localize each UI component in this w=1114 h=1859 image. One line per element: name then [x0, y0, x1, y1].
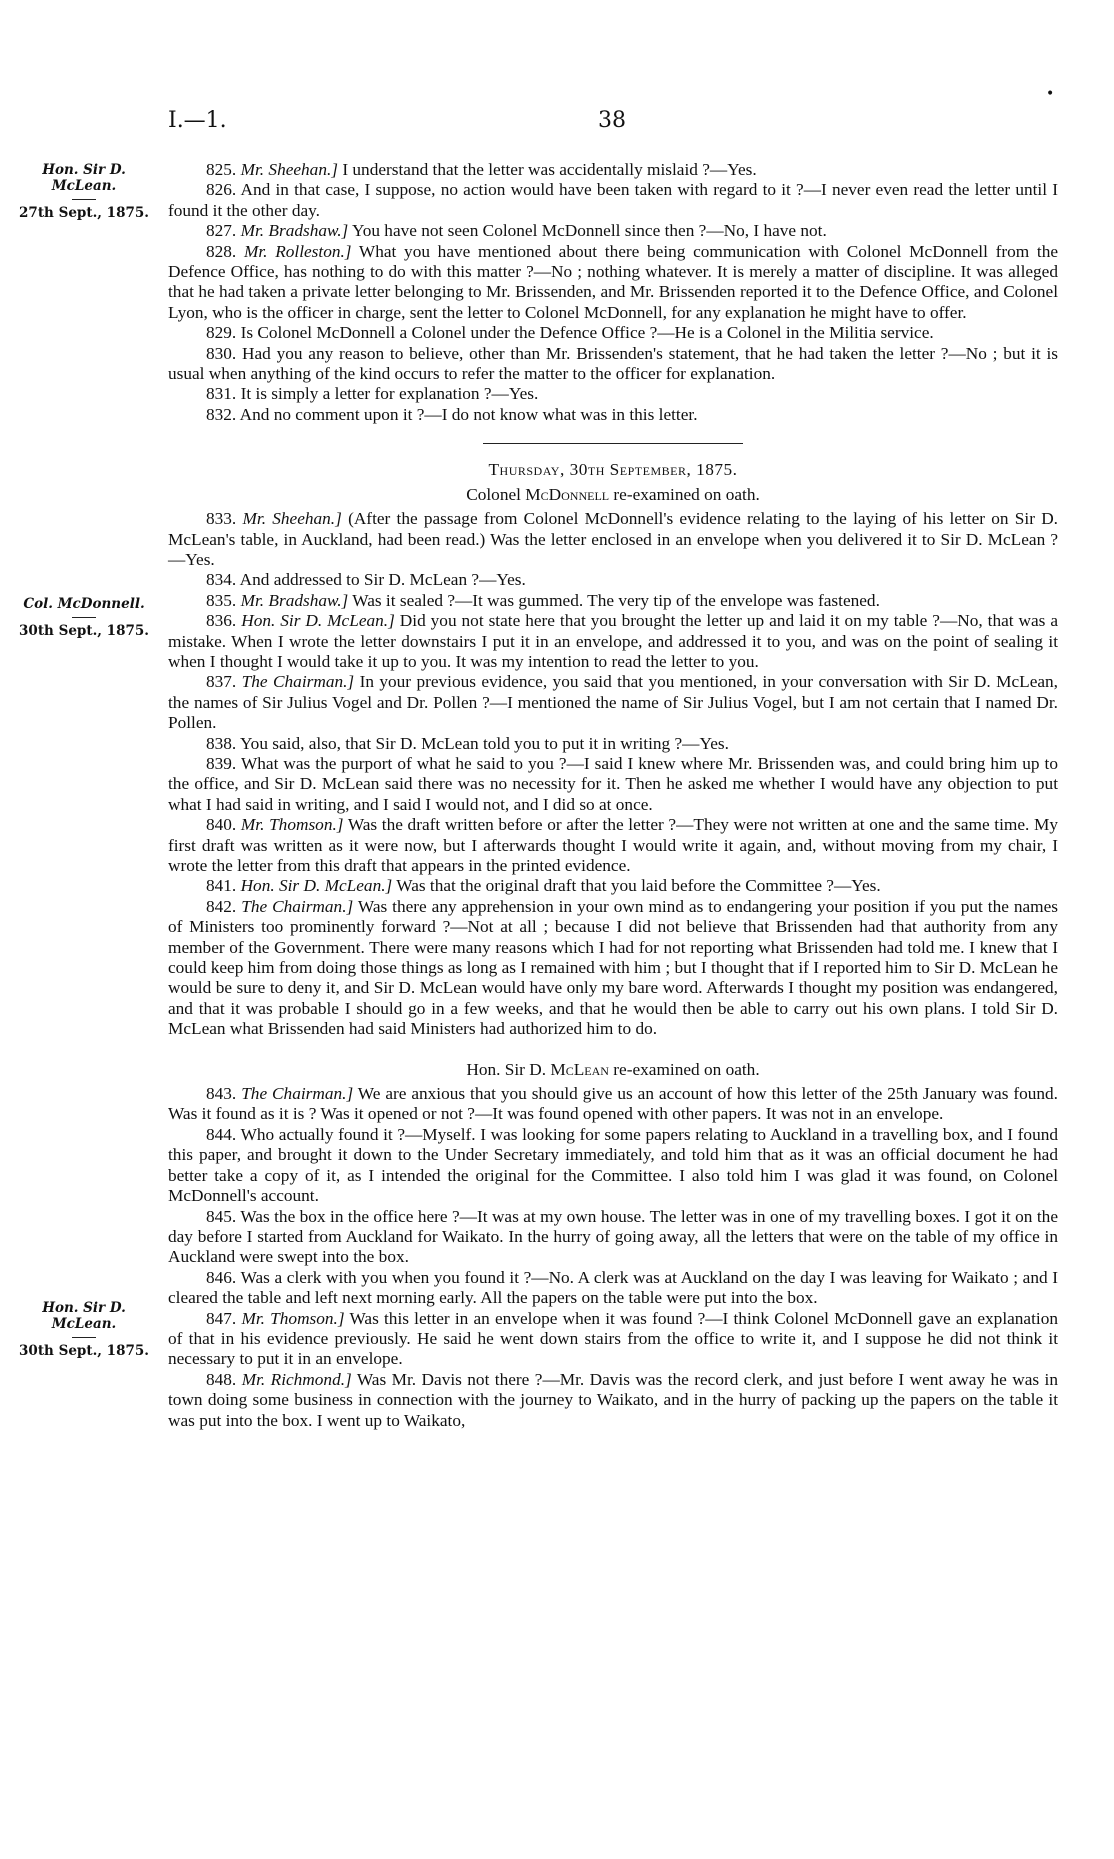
evidence-paragraph	[168, 591, 1058, 611]
margin-note-rule	[72, 617, 96, 618]
witness-heading	[168, 485, 1058, 505]
page-number: 38	[598, 108, 626, 133]
evidence-paragraph	[168, 570, 1058, 590]
paragraph-text: Was Mr. Davis not there ?—Mr. Davis was the record clerk, and just before I went away he was in town doing some business in connection with the journey to Waikato, and in the hurry of packing up the papers on the table it was put into the box. I went up to Waikato,	[168, 1369, 1058, 1430]
evidence-section-2	[168, 509, 1058, 1040]
question-number: 827.	[206, 221, 237, 241]
evidence-paragraph	[168, 509, 1058, 570]
margin-note	[14, 596, 154, 639]
question-number: 825.	[206, 160, 237, 179]
paragraph-text: Was a clerk with you when you found it ?—No. A clerk was at Auckland on the day I was leaving for Waikato ; and I cleared the table and left next morning early. All the papers on the table were put into the box.	[168, 1267, 1058, 1308]
margin-note-date: 30th Sept., 1875.	[19, 1343, 149, 1360]
paragraph-text: In your previous evidence, you said that you mentioned, in your conversation with Sir D. McLean, the names of Sir Julius Vogel and Dr. Pollen ?—I mentioned the name of Sir Julius Vogel, but I am not certain that I named Dr. Pollen.	[168, 672, 1058, 733]
question-number: 832.	[206, 404, 237, 424]
evidence-paragraph	[168, 384, 1058, 404]
evidence-paragraph	[168, 897, 1058, 1040]
paragraph-text: What you have mentioned about there being communication with Colonel McDonnell from the Defence Office, has nothing to do with this matter ?—No ; nothing whatever. It is merely a matter of discipline. It was alleged that he had taken a private letter belonging to Mr. Brissenden, and Mr. Brissenden reported it to the Defence Office, and Colonel Lyon, who is the officer in charge, sent the letter to Colonel McDonnell, for any explanation he might have to offer.	[168, 241, 1059, 322]
evidence-paragraph	[168, 1125, 1058, 1207]
paragraph-text: You said, also, that Sir D. McLean told you to put it in writing ?—Yes.	[239, 733, 729, 753]
margin-note	[14, 1300, 154, 1360]
speaker-name: The Chairman.]	[241, 896, 354, 916]
evidence-paragraph	[168, 611, 1058, 672]
evidence-paragraph	[168, 734, 1058, 754]
speaker-name: The Chairman.]	[241, 672, 355, 692]
evidence-paragraph	[168, 815, 1058, 876]
speaker-name: The Chairman.]	[241, 1084, 354, 1104]
question-number: 837.	[206, 672, 237, 692]
margin-note-rule	[72, 199, 96, 200]
question-number: 833.	[206, 509, 237, 529]
speaker-name: Mr. Bradshaw.]	[240, 590, 349, 610]
witness-heading	[168, 1060, 1058, 1080]
question-number: 831.	[206, 384, 237, 404]
paragraph-text: Was that the original draft that you laid before the Committee ?—Yes.	[392, 876, 881, 896]
evidence-paragraph	[168, 1370, 1058, 1431]
paragraph-text: (After the passage from Colonel McDonnell's evidence relating to the laying of his letter on Sir D. McLean's table, in Auckland, had been read.) Was the letter enclosed in an envelope when you delivered it to Sir D. McLean ?—Yes.	[168, 509, 1058, 569]
paragraph-text: Had you any reason to believe, other than Mr. Brissenden's statement, that he had taken the letter ?—No ; but it is usual when anything of the kind occurs to refer the matter to the officer for explanation.	[168, 343, 1058, 384]
question-number: 838.	[206, 733, 237, 753]
witness-heading-name: McLean	[550, 1059, 609, 1079]
question-number: 839.	[206, 753, 237, 773]
question-number: 834.	[206, 570, 237, 590]
margin-note-date: 27th Sept., 1875.	[19, 205, 149, 222]
question-number: 844.	[206, 1124, 237, 1144]
paragraph-text: Was there any apprehension in your own mind as to endangering your position if you put the names of Ministers too prominently forward ?—Not at all ; because I did not believe that Brissenden had that authority from any member of the Government. There were many reasons which I had for not reporting what Brissenden had told me. I knew that I could keep him from doing those things as long as I remained with him ; but I thought that if I reported him to Sir D. McLean he would be sure to deny it, and Sir D. McLean would have only my bare word. Afterwards I thought my position was endangered, and that it was probable I should go in a few weeks, and that he would then be able to carry out his own plans. I told Sir D. McLean what Brissenden had said Ministers had authorized him to do.	[168, 896, 1058, 1039]
evidence-paragraph	[168, 221, 1058, 241]
evidence-paragraph	[168, 405, 1058, 425]
print-dot: •	[1046, 86, 1055, 102]
speaker-name: Mr. Thomson.]	[240, 815, 344, 835]
question-number: 846.	[206, 1267, 237, 1287]
paragraph-text: And no comment upon it ?—I do not know what was in this letter.	[239, 404, 698, 424]
evidence-paragraph	[168, 672, 1058, 733]
paragraph-text: You have not seen Colonel McDonnell since then ?—No, I have not.	[348, 221, 827, 241]
question-number: 836.	[206, 611, 237, 631]
paragraph-text: Was it sealed ?—It was gummed. The very tip of the envelope was fastened.	[348, 590, 880, 610]
speaker-name: Mr. Bradshaw.]	[240, 221, 349, 241]
margin-note-name: Hon. Sir D. McLean.	[42, 162, 126, 195]
speaker-name: Hon. Sir D. McLean.]	[240, 876, 393, 896]
question-number: 842.	[206, 896, 237, 916]
paragraph-text: Is Colonel McDonnell a Colonel under the Defence Office ?—He is a Colonel in the Militia service.	[240, 323, 934, 343]
page-header	[168, 86, 1058, 138]
margin-note	[14, 162, 154, 222]
witness-heading-name: McDonnell	[525, 484, 610, 504]
margin-note-name: Hon. Sir D. McLean.	[42, 1300, 126, 1333]
speaker-name: Mr. Richmond.]	[241, 1369, 352, 1389]
paragraph-text: We are anxious that you should give us an account of how this letter of the 25th January was found. Was it found as it is ? Was it opened or not ?—It was found opened with other papers. It was not in an envelope.	[168, 1084, 1059, 1124]
margin-note-name: Col. McDonnell.	[23, 596, 145, 612]
paragraph-text: What was the purport of what he said to you ?—I said I knew where Mr. Brissenden was, and could bring him up to the office, and Sir D. McLean said there was no necessity for it. Then he asked me whether I would have any objection to put what I had said in writing, and I said I would not, and I did so at once.	[168, 753, 1058, 814]
evidence-paragraph	[168, 754, 1058, 815]
speaker-name: Mr. Rolleston.]	[243, 241, 352, 261]
witness-heading-prefix: Colonel	[466, 484, 526, 504]
evidence-paragraph	[168, 160, 1058, 180]
paragraph-text: It is simply a letter for explanation ?—Yes.	[240, 384, 539, 404]
section-divider	[483, 443, 743, 444]
question-number: 845.	[206, 1206, 237, 1226]
question-number: 848.	[206, 1369, 237, 1389]
question-number: 826.	[206, 180, 237, 200]
paragraph-text: Was this letter in an envelope when it was found ?—I think Colonel McDonnell gave an explanation of that in his evidence previously. He said he went down stairs from the office to write it, and I suppose he did not think it necessary to put it in an envelope.	[168, 1308, 1058, 1369]
margin-note-rule	[72, 1337, 96, 1338]
evidence-body	[168, 160, 1058, 1431]
evidence-paragraph	[168, 1207, 1058, 1268]
speaker-name: Mr. Thomson.]	[241, 1308, 345, 1328]
question-number: 847.	[206, 1308, 237, 1328]
evidence-paragraph	[168, 180, 1058, 221]
section-gap	[168, 1040, 1058, 1060]
evidence-section-1	[168, 160, 1058, 425]
paragraph-text: I understand that the letter was accidentally mislaid ?—Yes.	[338, 160, 757, 179]
paragraph-text: And addressed to Sir D. McLean ?—Yes.	[239, 570, 526, 590]
evidence-paragraph	[168, 323, 1058, 343]
speaker-name: Mr. Sheehan.]	[242, 509, 342, 529]
evidence-paragraph	[168, 344, 1058, 385]
question-number: 830.	[206, 343, 237, 363]
evidence-paragraph	[168, 1268, 1058, 1309]
day-heading: Thursday, 30th September, 1875.	[488, 460, 738, 480]
evidence-section-3	[168, 1084, 1058, 1431]
paragraph-text: Who actually found it ?—Myself. I was looking for some papers relating to Auckland in a travelling box, and I found this paper, and brought it down to the Under Secretary immediately, and told him that as it was an official document he had better take a copy of it, as I intended the original for the Committee. I also told him I was glad it was found, on Colonel McDonnell's account.	[168, 1124, 1058, 1206]
evidence-paragraph	[168, 242, 1058, 324]
question-number: 840.	[206, 815, 237, 835]
evidence-paragraph	[168, 1084, 1058, 1125]
paragraph-text: And in that case, I suppose, no action would have been taken with regard to it ?—I never even read the letter until I found it the other day.	[168, 180, 1058, 220]
speaker-name: Mr. Sheehan.]	[240, 160, 339, 179]
question-number: 829.	[206, 323, 237, 343]
evidence-paragraph	[168, 876, 1058, 896]
question-number: 843.	[206, 1084, 237, 1104]
page-reference: I.—1.	[168, 108, 227, 133]
question-number: 828.	[206, 241, 237, 261]
evidence-paragraph	[168, 1309, 1058, 1370]
paragraph-text: Did you not state here that you brought the letter up and laid it on my table ?—No, that was a mistake. When I wrote the letter downstairs I put it in an envelope, and addressed it to you, and was on the point of sealing it when I thought I would take it up to you. It was my intention to read the letter to you.	[168, 611, 1059, 671]
question-number: 841.	[206, 876, 237, 896]
question-number: 835.	[206, 590, 237, 610]
margin-note-date: 30th Sept., 1875.	[19, 623, 149, 640]
paragraph-text: Was the draft written before or after the letter ?—They were not written at one and the same time. My first draft was written as it were now, but I afterwards thought I would write it again, and, without moving from my chair, I wrote the letter from this draft that appears in the printed evidence.	[168, 815, 1058, 875]
witness-heading-suffix: re-examined on oath.	[608, 1059, 760, 1079]
witness-heading-suffix: re-examined on oath.	[609, 484, 760, 504]
witness-heading-prefix: Hon. Sir D.	[466, 1059, 551, 1079]
speaker-name: Hon. Sir D. McLean.]	[241, 611, 395, 631]
paragraph-text: Was the box in the office here ?—It was at my own house. The letter was in one of my travelling boxes. I got it on the day before I started from Auckland for Waikato. In the hurry of going away, all the letters that were on the table of my office in Auckland were swept into the box.	[168, 1206, 1058, 1267]
